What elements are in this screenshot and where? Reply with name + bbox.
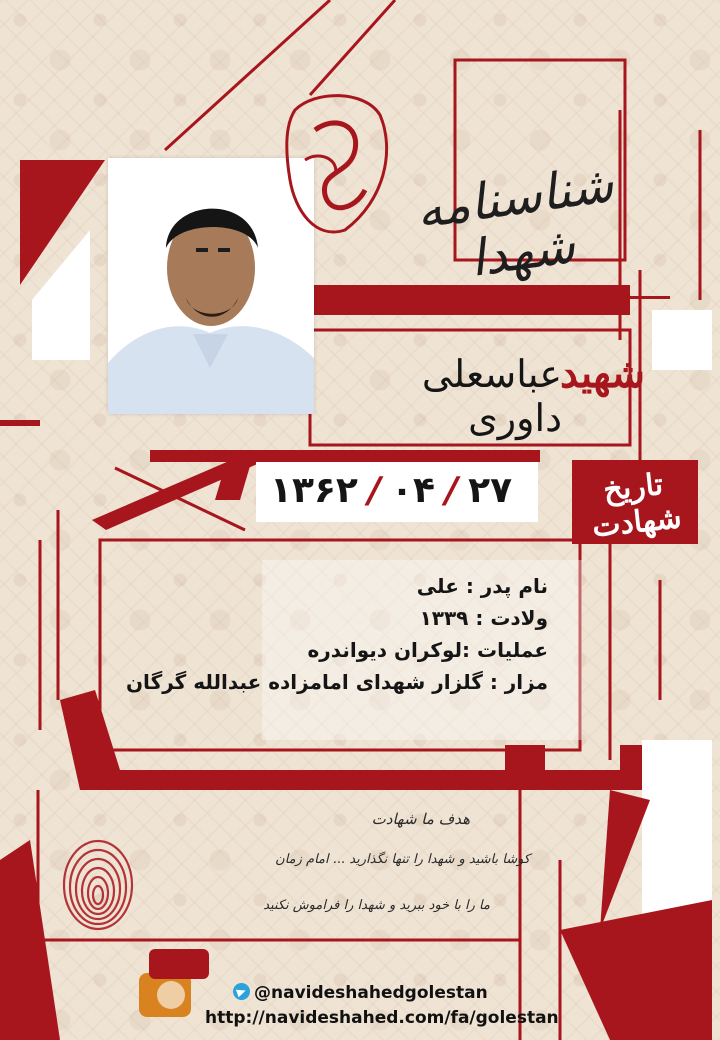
- burial-place: مزار : گلزار شهدای امامزاده عبدالله گرگان: [125, 670, 548, 694]
- date-label: تاریخ شهادت: [590, 467, 684, 545]
- telegram-icon: [233, 983, 250, 1000]
- website-link[interactable]: http://navideshahed.com/fa/golestan: [205, 1008, 559, 1028]
- navideshahed-logo: [135, 945, 213, 1025]
- telegram-link[interactable]: [233, 983, 488, 1003]
- fingerprint-icon: [58, 835, 138, 935]
- date-separator: /: [445, 470, 459, 511]
- date-day: ۲۷: [468, 470, 513, 511]
- father-name: نام پدر : علی: [416, 574, 548, 598]
- telegram-handle: @navideshahedgolestan: [254, 983, 488, 1003]
- date-month: ۰۴: [391, 470, 435, 511]
- will-excerpt: [200, 810, 530, 940]
- date-year: ۱۳۶۲: [270, 470, 358, 511]
- martyr-name: عباسعلی داوری: [421, 352, 562, 440]
- will-line-2: کوشا باشید و شهدا را تنها نگذارید ... امام زمان: [275, 852, 530, 867]
- will-line-3: ما را با خود ببرید و شهدا را فراموش نکنید: [263, 898, 490, 913]
- page-title: شناسنامه شهدا: [412, 154, 617, 288]
- martyrdom-date: [270, 470, 512, 511]
- martyr-label: شهید: [560, 350, 646, 397]
- will-line-1: هدف ما شهادت: [371, 810, 470, 828]
- martyr-details: [126, 570, 548, 698]
- birth-year: ولادت : ۱۳۳۹: [419, 606, 548, 630]
- operation-name: عملیات :لوکران دیواندره: [307, 638, 548, 662]
- date-separator: /: [367, 470, 382, 511]
